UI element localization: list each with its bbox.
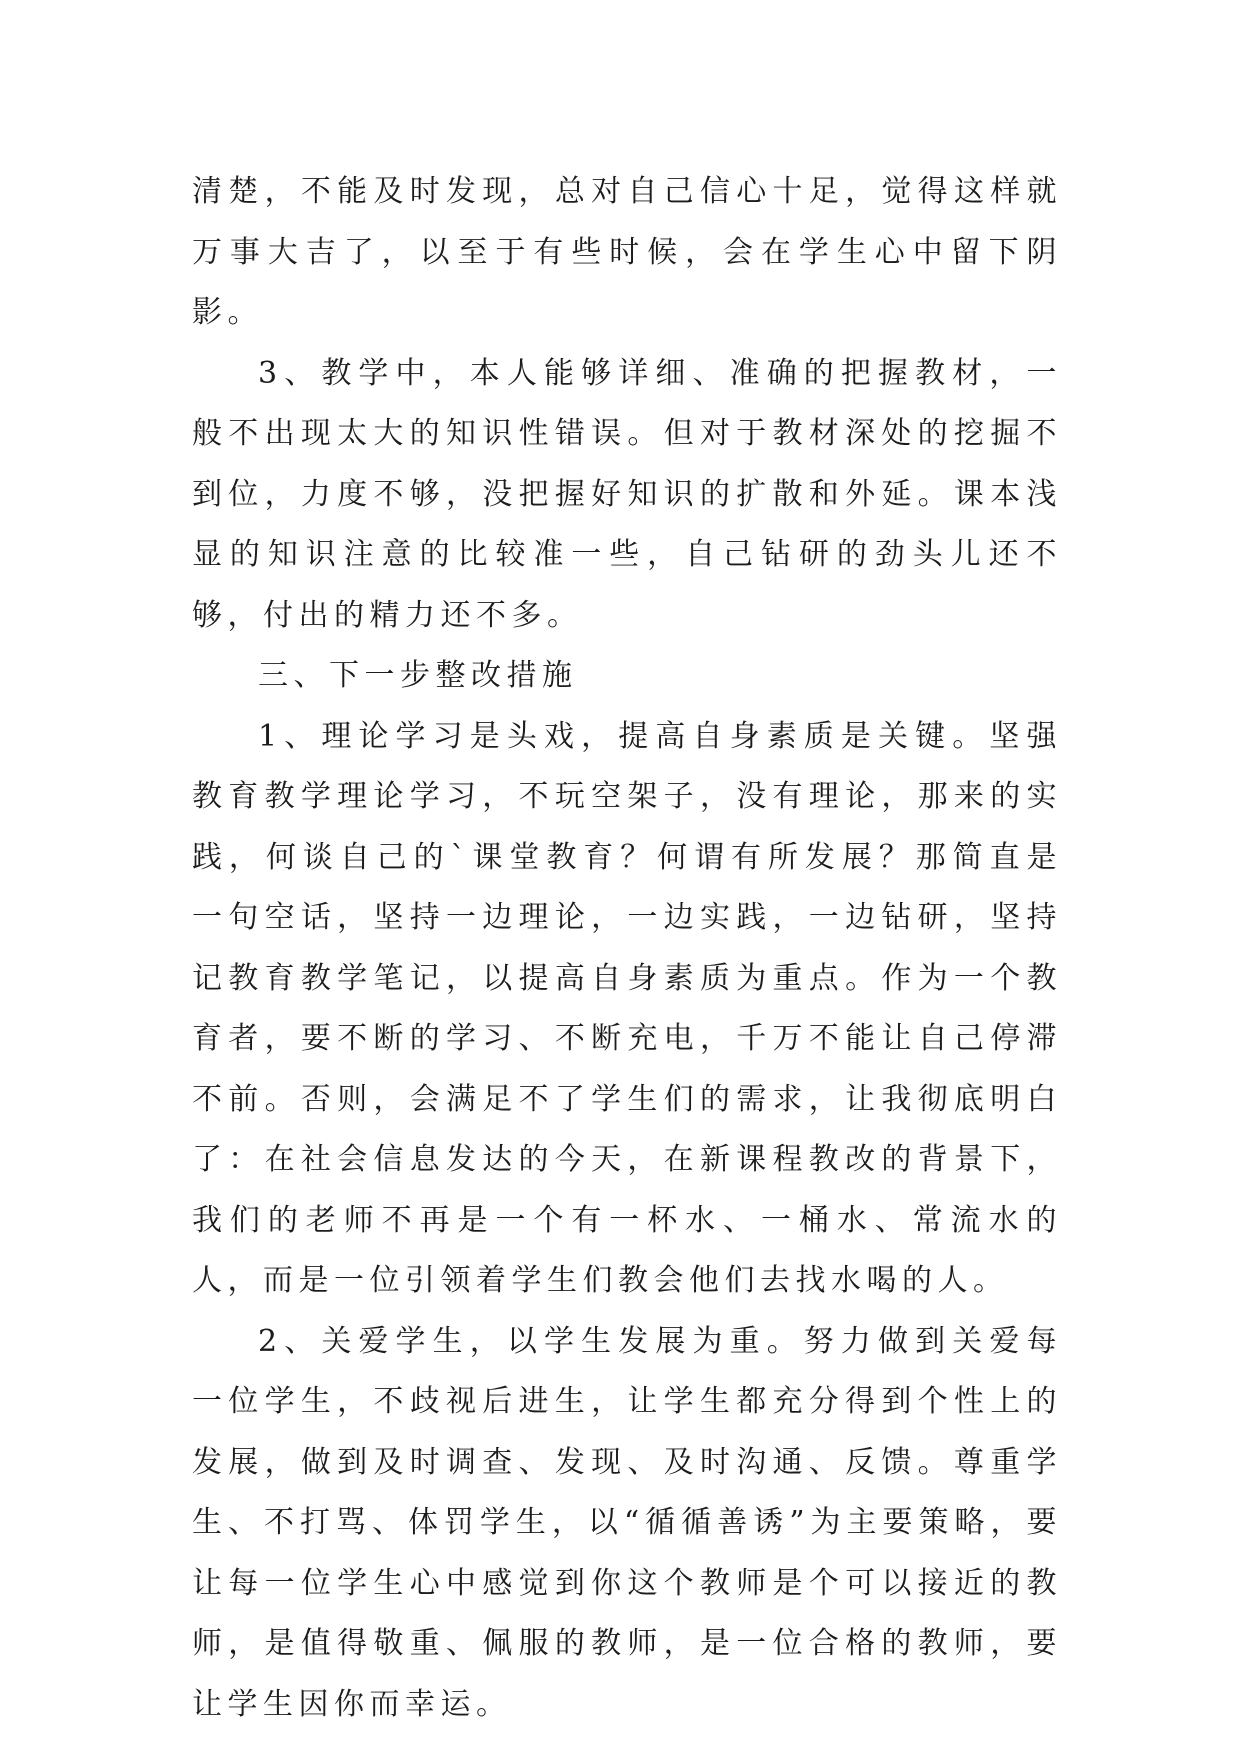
paragraph-continuation: 清楚，不能及时发现，总对自己信心十足，觉得这样就万事大吉了，以至于有些时候，会在学生心中留下阴影。 xyxy=(192,174,1062,330)
document-body xyxy=(192,162,1062,1735)
paragraph-measure-1: 1、理论学习是头戏，提高自身素质是关键。坚强教育教学理论学习，不玩空架子，没有理论，那来的实践，何谈自己的`课堂教育？何谓有所发展？那简直是一句空话，坚持一边理论，一边实践，一边钻研，坚持记教育教学笔记，以提高自身素质为重点。作为一个教育者，要不断的学习、不断充电，千万不能让自己停滞不前。否则，会满足不了学生们的需求，让我彻底明白了：在社会信息发达的今天，在新课程教改的背景下，我们的老师不再是一个有一杯水、一桶水、常流水的人，而是一位引领着学生们教会他们去找水喝的人。 xyxy=(192,718,1062,1298)
section-heading-next-steps: 三、下一步整改措施 xyxy=(258,658,578,693)
paragraph-point-3: 3、教学中，本人能够详细、准确的把握教材，一般不出现太大的知识性错误。但对于教材深处的挖掘不到位，力度不够，没把握好知识的扩散和外延。课本浅显的知识注意的比较准一些，自己钻研的劲头儿还不够，付出的精力还不多。 xyxy=(192,355,1062,633)
paragraph-measure-2: 2、关爱学生，以学生发展为重。努力做到关爱每一位学生，不歧视后进生，让学生都充分得到个性上的发展，做到及时调查、发现、及时沟通、反馈。尊重学生、不打骂、体罚学生，以“循循善诱”为主要策略，要让每一位学生心中感觉到你这个教师是个可以接近的教师，是值得敬重、佩服的教师，是一位合格的教师，要让学生因你而幸运。 xyxy=(192,1323,1062,1722)
